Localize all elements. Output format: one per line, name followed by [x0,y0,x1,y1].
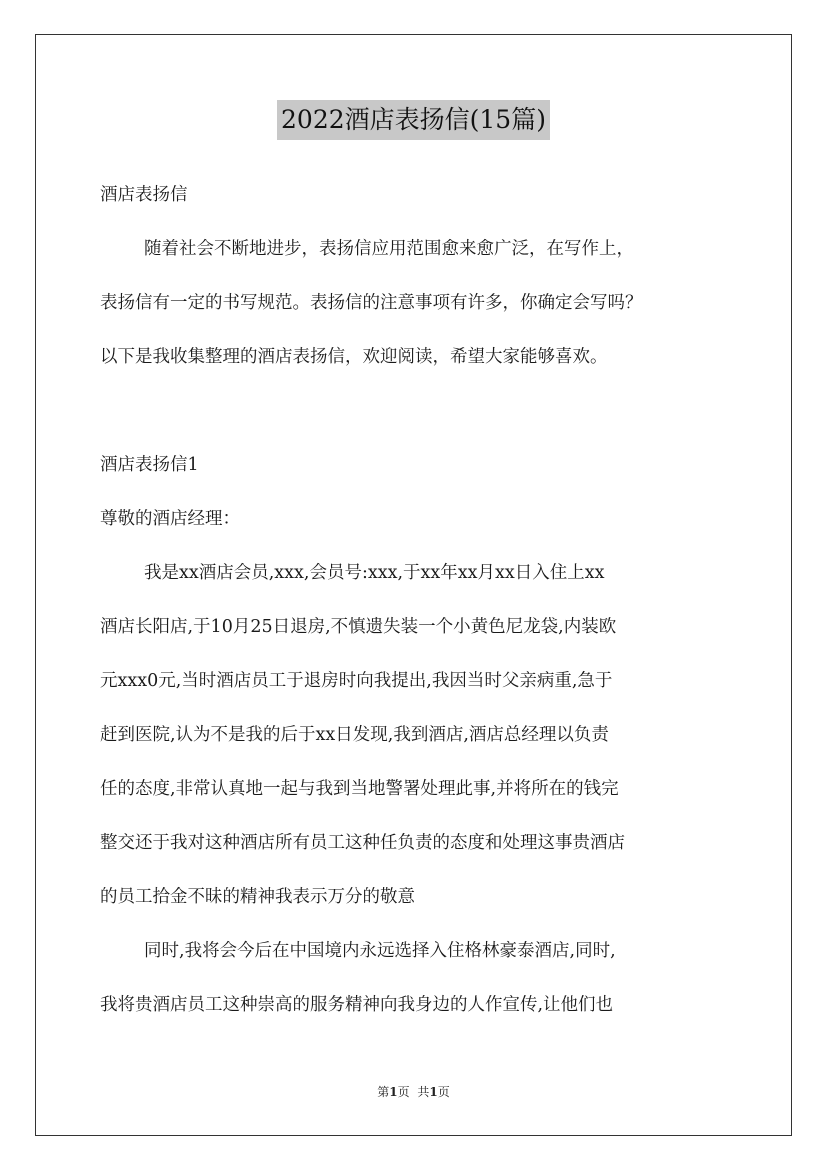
text-line: 酒店表扬信 [100,185,188,205]
page-number: 1 [389,1085,398,1099]
total-number: 1 [429,1085,438,1099]
document-body [100,168,740,1032]
page-footer [0,1083,827,1100]
text-line: 的员工拾金不昧的精神我表示万分的敬意 [100,887,415,907]
text-line: 以下是我收集整理的酒店表扬信，欢迎阅读，希望大家能够喜欢。 [100,347,608,367]
text-line: 随着社会不断地进步，表扬信应用范围愈来愈广泛，在写作上， [144,239,634,259]
page-suffix: 页 [397,1085,410,1099]
text-line: 酒店长阳店,于10月25日退房,不慎遗失装一个小黄色尼龙袋,内装欧 [100,617,617,637]
document-title: 2022酒店表扬信(15篇) [277,100,550,140]
text-line: 酒店表扬信1 [100,455,199,475]
text-line: 同时,我将会今后在中国境内永远选择入住格林豪泰酒店,同时, [144,941,616,961]
page-prefix: 第 [377,1085,390,1099]
text-line: 尊敬的酒店经理： [100,509,240,529]
text-line: 任的态度,非常认真地一起与我到当地警署处理此事,并将所在的钱完 [100,779,619,799]
text-line: 我是xx酒店会员,xxx,会员号:xxx,于xx年xx月xx日入住上xx [144,563,605,583]
text-line: 赶到医院,认为不是我的后于xx日发现,我到酒店,酒店总经理以负责 [100,725,609,745]
paragraph-gap [100,384,740,438]
title-container [0,100,827,140]
text-line: 元xxx0元,当时酒店员工于退房时向我提出,我因当时父亲病重,急于 [100,671,613,691]
text-line: 整交还于我对这种酒店所有员工这种任负责的态度和处理这事贵酒店 [100,833,625,853]
total-suffix: 页 [437,1085,450,1099]
text-line: 表扬信有一定的书写规范。表扬信的注意事项有许多，你确定会写吗？ [100,293,643,313]
total-prefix: 共 [417,1085,430,1099]
text-line: 我将贵酒店员工这种崇高的服务精神向我身边的人作宣传,让他们也 [100,995,614,1015]
